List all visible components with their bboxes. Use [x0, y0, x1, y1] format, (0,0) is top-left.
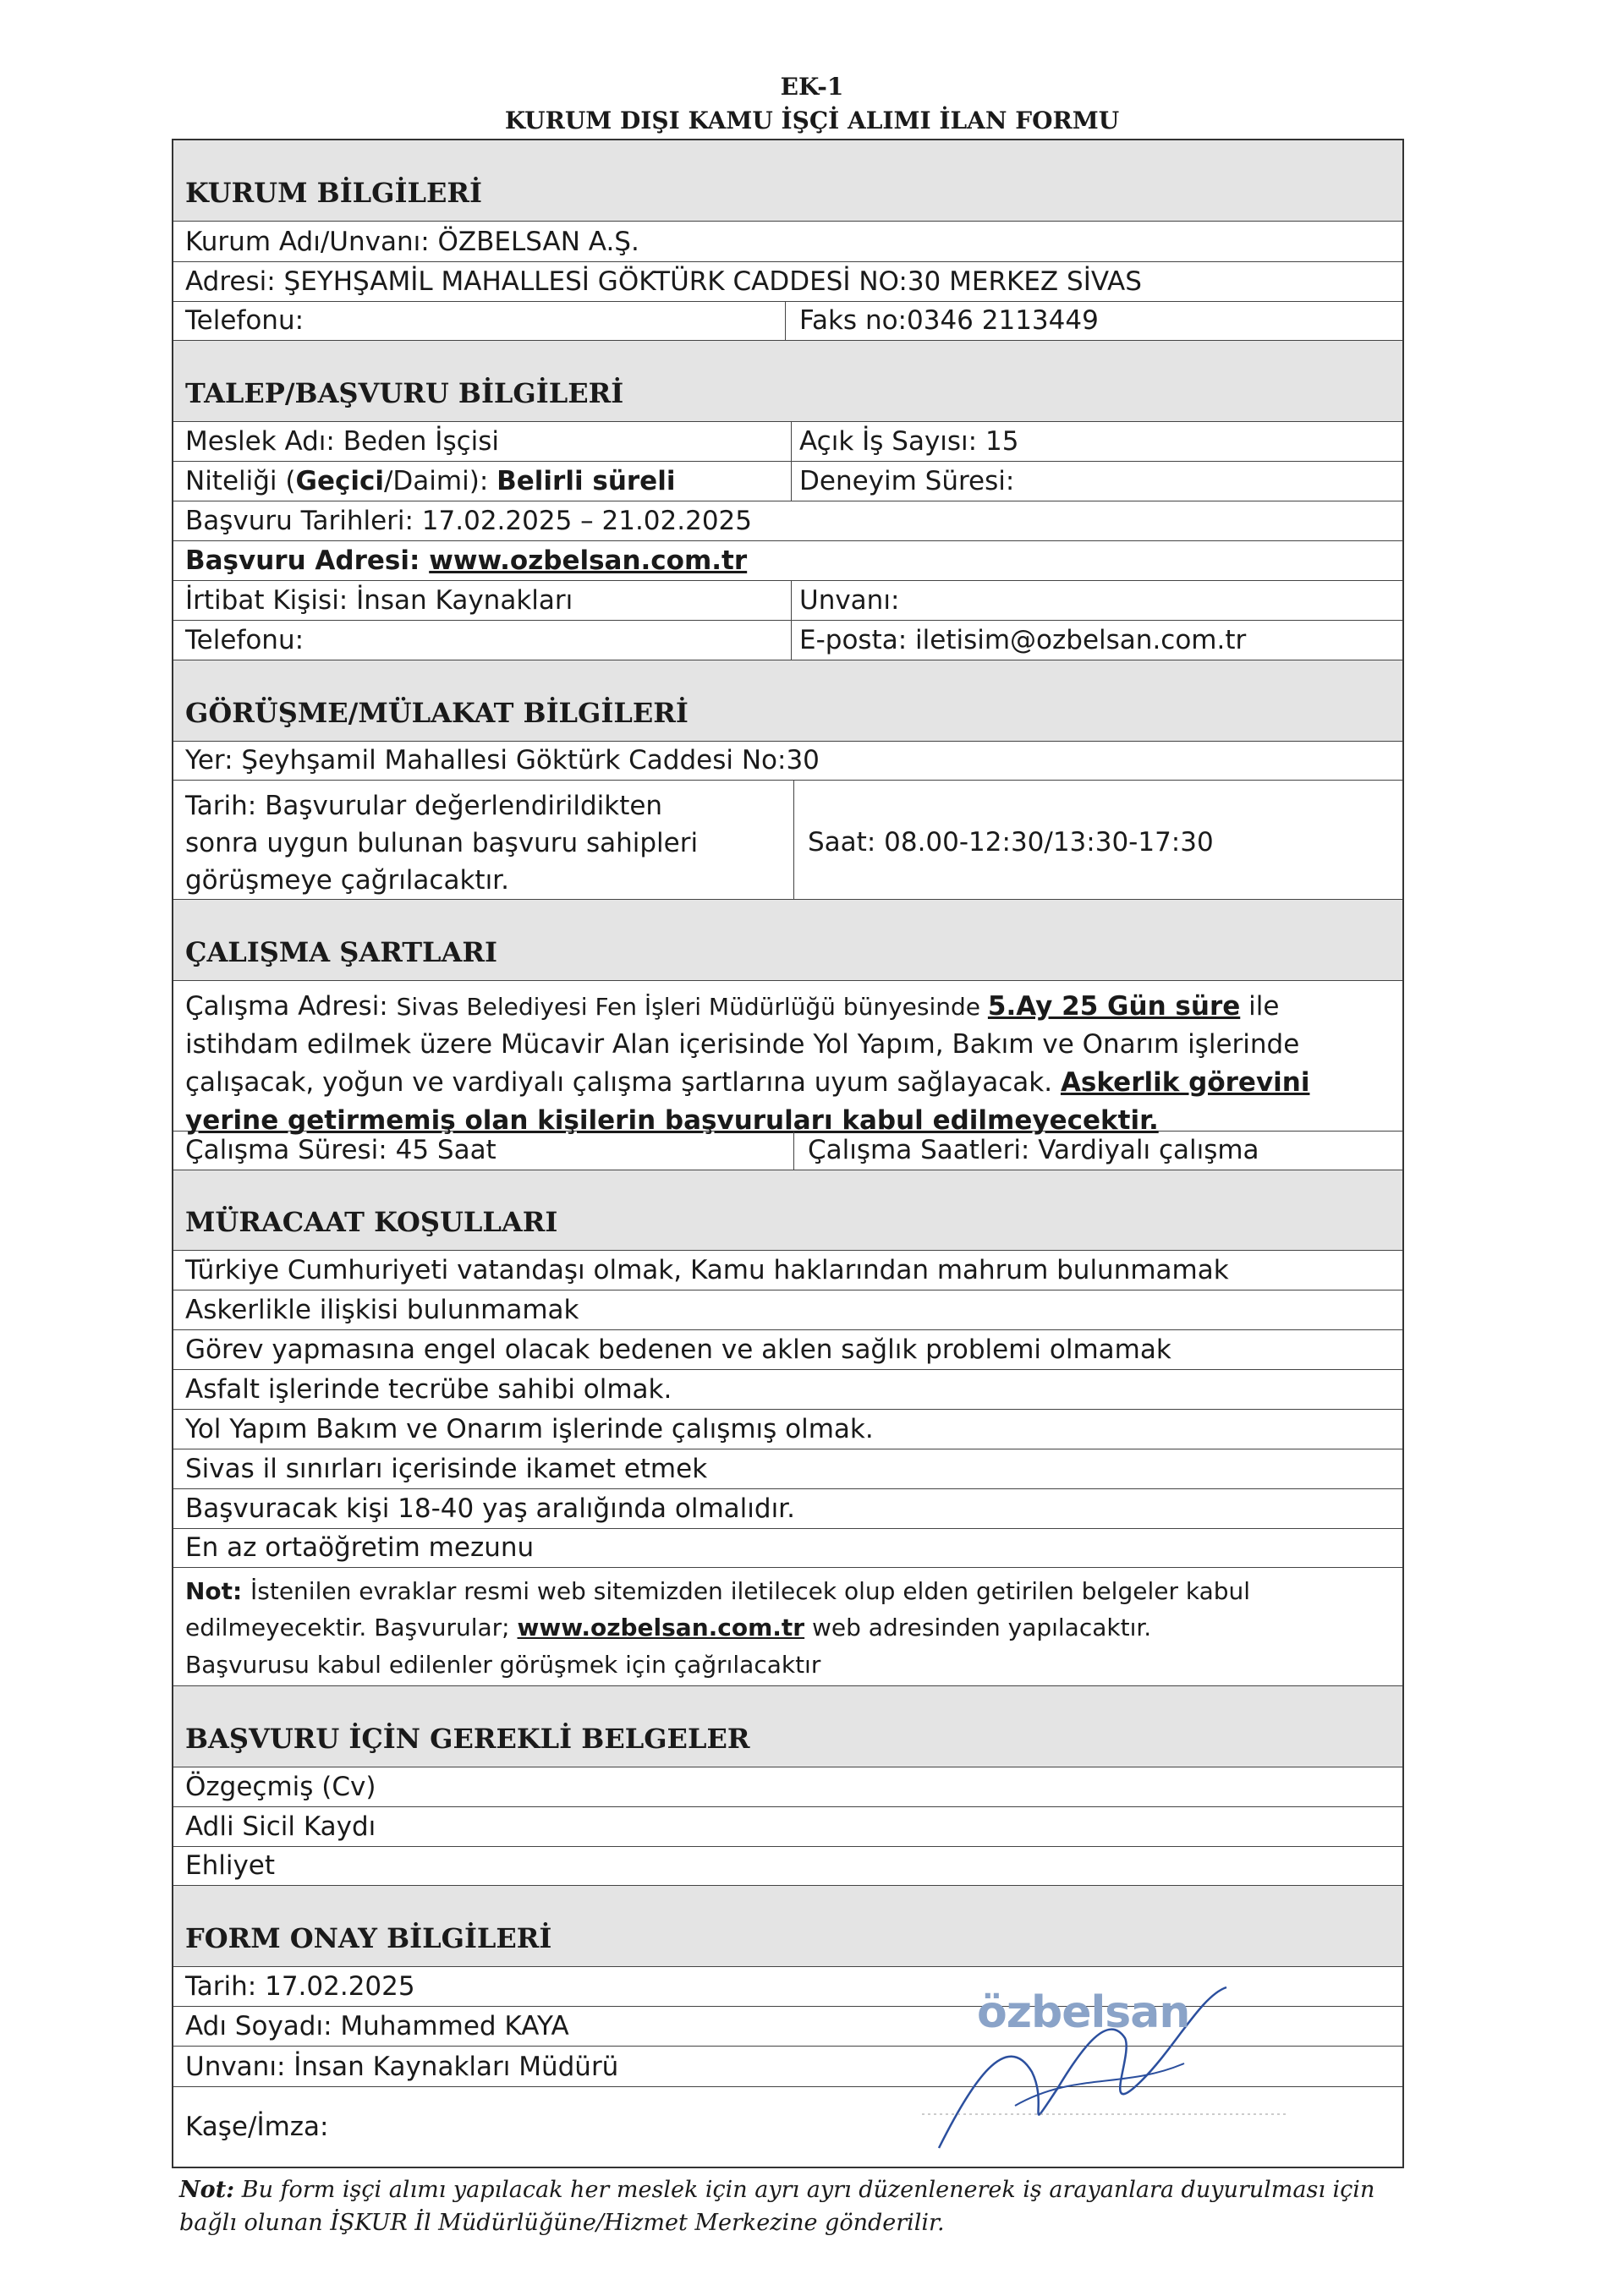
cell-divider [791, 422, 792, 461]
section-kurum: KURUM BİLGİLERİ [173, 140, 1402, 222]
section-onay: FORM ONAY BİLGİLERİ [173, 1886, 1402, 1967]
cell-divider [791, 462, 792, 501]
irtibat-row: İrtibat Kişisi: İnsan Kaynakları Unvanı: [173, 581, 1402, 621]
muracaat-item: Başvuracak kişi 18-40 yaş aralığında olmalıdır. [173, 1489, 1402, 1529]
calisma-adres-row: Çalışma Adresi: Sivas Belediyesi Fen İşleri Müdürlüğü bünyesinde 5.Ay 25 Gün süre ile istihdam edilmek üzere Mücavir Alan içerisinde Yol Yapım, Bakım ve Onarım işlerinde çalışacak, yoğun ve vardiyalı çalışma şartlarına uyum sağlayacak. Askerlik görevini yerine getirmemiş olan kişilerin başvuruları kabul edilmeyecektir. [173, 981, 1402, 1132]
section-gorusme: GÖRÜŞME/MÜLAKAT BİLGİLERİ [173, 660, 1402, 742]
onay-kase-row: Kaşe/İmza: [185, 2112, 329, 2143]
cell-divider [785, 302, 786, 340]
onay-unvan-row: Unvanı: İnsan Kaynakları Müdürü [173, 2047, 1402, 2087]
muracaat-item: Görev yapmasına engel olacak bedenen ve aklen sağlık problemi olmamak [173, 1330, 1402, 1370]
gorusme-yer-row: Yer: Şeyhşamil Mahallesi Göktürk Caddesi No:30 [173, 742, 1402, 781]
muracaat-note: Not: İstenilen evraklar resmi web sitemizden iletilecek olup elden getirilen belgeler kabul edilmeyecektir. Başvurular; www.ozbelsan.com.tr web adresinden yapılacaktır. Başvurusu kabul edilenler görüşmek için çağrılacaktır [173, 1568, 1402, 1686]
muracaat-item: Askerlikle ilişkisi bulunmamak [173, 1290, 1402, 1330]
kurum-adres-row: Adresi: ŞEYHŞAMİL MAHALLESİ GÖKTÜRK CADDESİ NO:30 MERKEZ SİVAS [173, 262, 1402, 302]
cell-divider [791, 581, 792, 620]
muracaat-item: Türkiye Cumhuriyeti vatandaşı olmak, Kamu haklarından mahrum bulunmamak [173, 1251, 1402, 1290]
form-title: KURUM DIŞI KAMU İŞÇİ ALIMI İLAN FORMU [504, 107, 1120, 134]
cell-divider [793, 1132, 794, 1170]
kurum-adi-row: Kurum Adı/Unvanı: ÖZBELSAN A.Ş. [173, 222, 1402, 262]
ozbelsan-logo-icon: özbelsan [977, 1987, 1190, 2038]
muracaat-item: Asfalt işlerinde tecrübe sahibi olmak. [173, 1370, 1402, 1410]
belge-item: Ehliyet [173, 1847, 1402, 1886]
muracaat-item: Sivas il sınırları içerisinde ikamet etmek [173, 1449, 1402, 1489]
section-muracaat: MÜRACAAT KOŞULLARI [173, 1170, 1402, 1251]
annex-label: EK-1 [780, 73, 844, 101]
muracaat-item: Yol Yapım Bakım ve Onarım işlerinde çalışmış olmak. [173, 1410, 1402, 1449]
company-stamp-signature [905, 1979, 1303, 2165]
belge-item: Adli Sicil Kaydı [173, 1807, 1402, 1847]
email-text: E-posta: iletisim@ozbelsan.com.tr [799, 625, 1247, 656]
application-url-link[interactable]: www.ozbelsan.com.tr [429, 545, 748, 577]
section-belgeler: BAŞVURU İÇİN GEREKLİ BELGELER [173, 1686, 1402, 1767]
section-calisma: ÇALIŞMA ŞARTLARI [173, 900, 1402, 981]
onay-adi-row: Adı Soyadı: Muhammed KAYA [173, 2007, 1402, 2047]
footnote: Not: Bu form işçi alımı yapılacak her meslek için ayrı ayrı düzenlenerek iş arayanlara duyurulması için bağlı olunan İŞKUR İl Müdürlüğüne/Hizmet Merkezine gönderilir. [179, 2177, 1375, 2237]
calisma-sure-row: Çalışma Süresi: 45 Saat Çalışma Saatleri: Vardiyalı çalışma [173, 1132, 1402, 1170]
talep-telefon-row: Telefonu: E-posta: iletisim@ozbelsan.com.tr [173, 621, 1402, 660]
onay-tarih-row: Tarih: 17.02.2025 [173, 1967, 1402, 2007]
meslek-row: Meslek Adı: Beden İşçisi Açık İş Sayısı: 15 [173, 422, 1402, 462]
belge-item: Özgeçmiş (Cv) [173, 1767, 1402, 1807]
note-url-link[interactable]: www.ozbelsan.com.tr [517, 1614, 805, 1642]
nitelik-row: Niteliği (Geçici/Daimi): Belirli süreli Deneyim Süresi: [173, 462, 1402, 501]
muracaat-item: En az ortaöğretim mezunu [173, 1529, 1402, 1568]
kurum-telefon-row: Telefonu: Faks no:0346 2113449 [173, 302, 1402, 341]
basvuru-adres-row: Başvuru Adresi: www.ozbelsan.com.tr [173, 541, 1402, 581]
announcement-form [172, 139, 1404, 2168]
gorusme-tarih-row: Tarih: Başvurular değerlendirildikten sonra uygun bulunan başvuru sahipleri görüşmeye çağrılacaktır. Saat: 08.00-12:30/13:30-17:30 [173, 781, 1402, 900]
basvuru-tarih-row: Başvuru Tarihleri: 17.02.2025 – 21.02.2025 [173, 501, 1402, 541]
cell-divider [793, 781, 794, 899]
section-talep: TALEP/BAŞVURU BİLGİLERİ [173, 341, 1402, 422]
cell-divider [791, 621, 792, 660]
